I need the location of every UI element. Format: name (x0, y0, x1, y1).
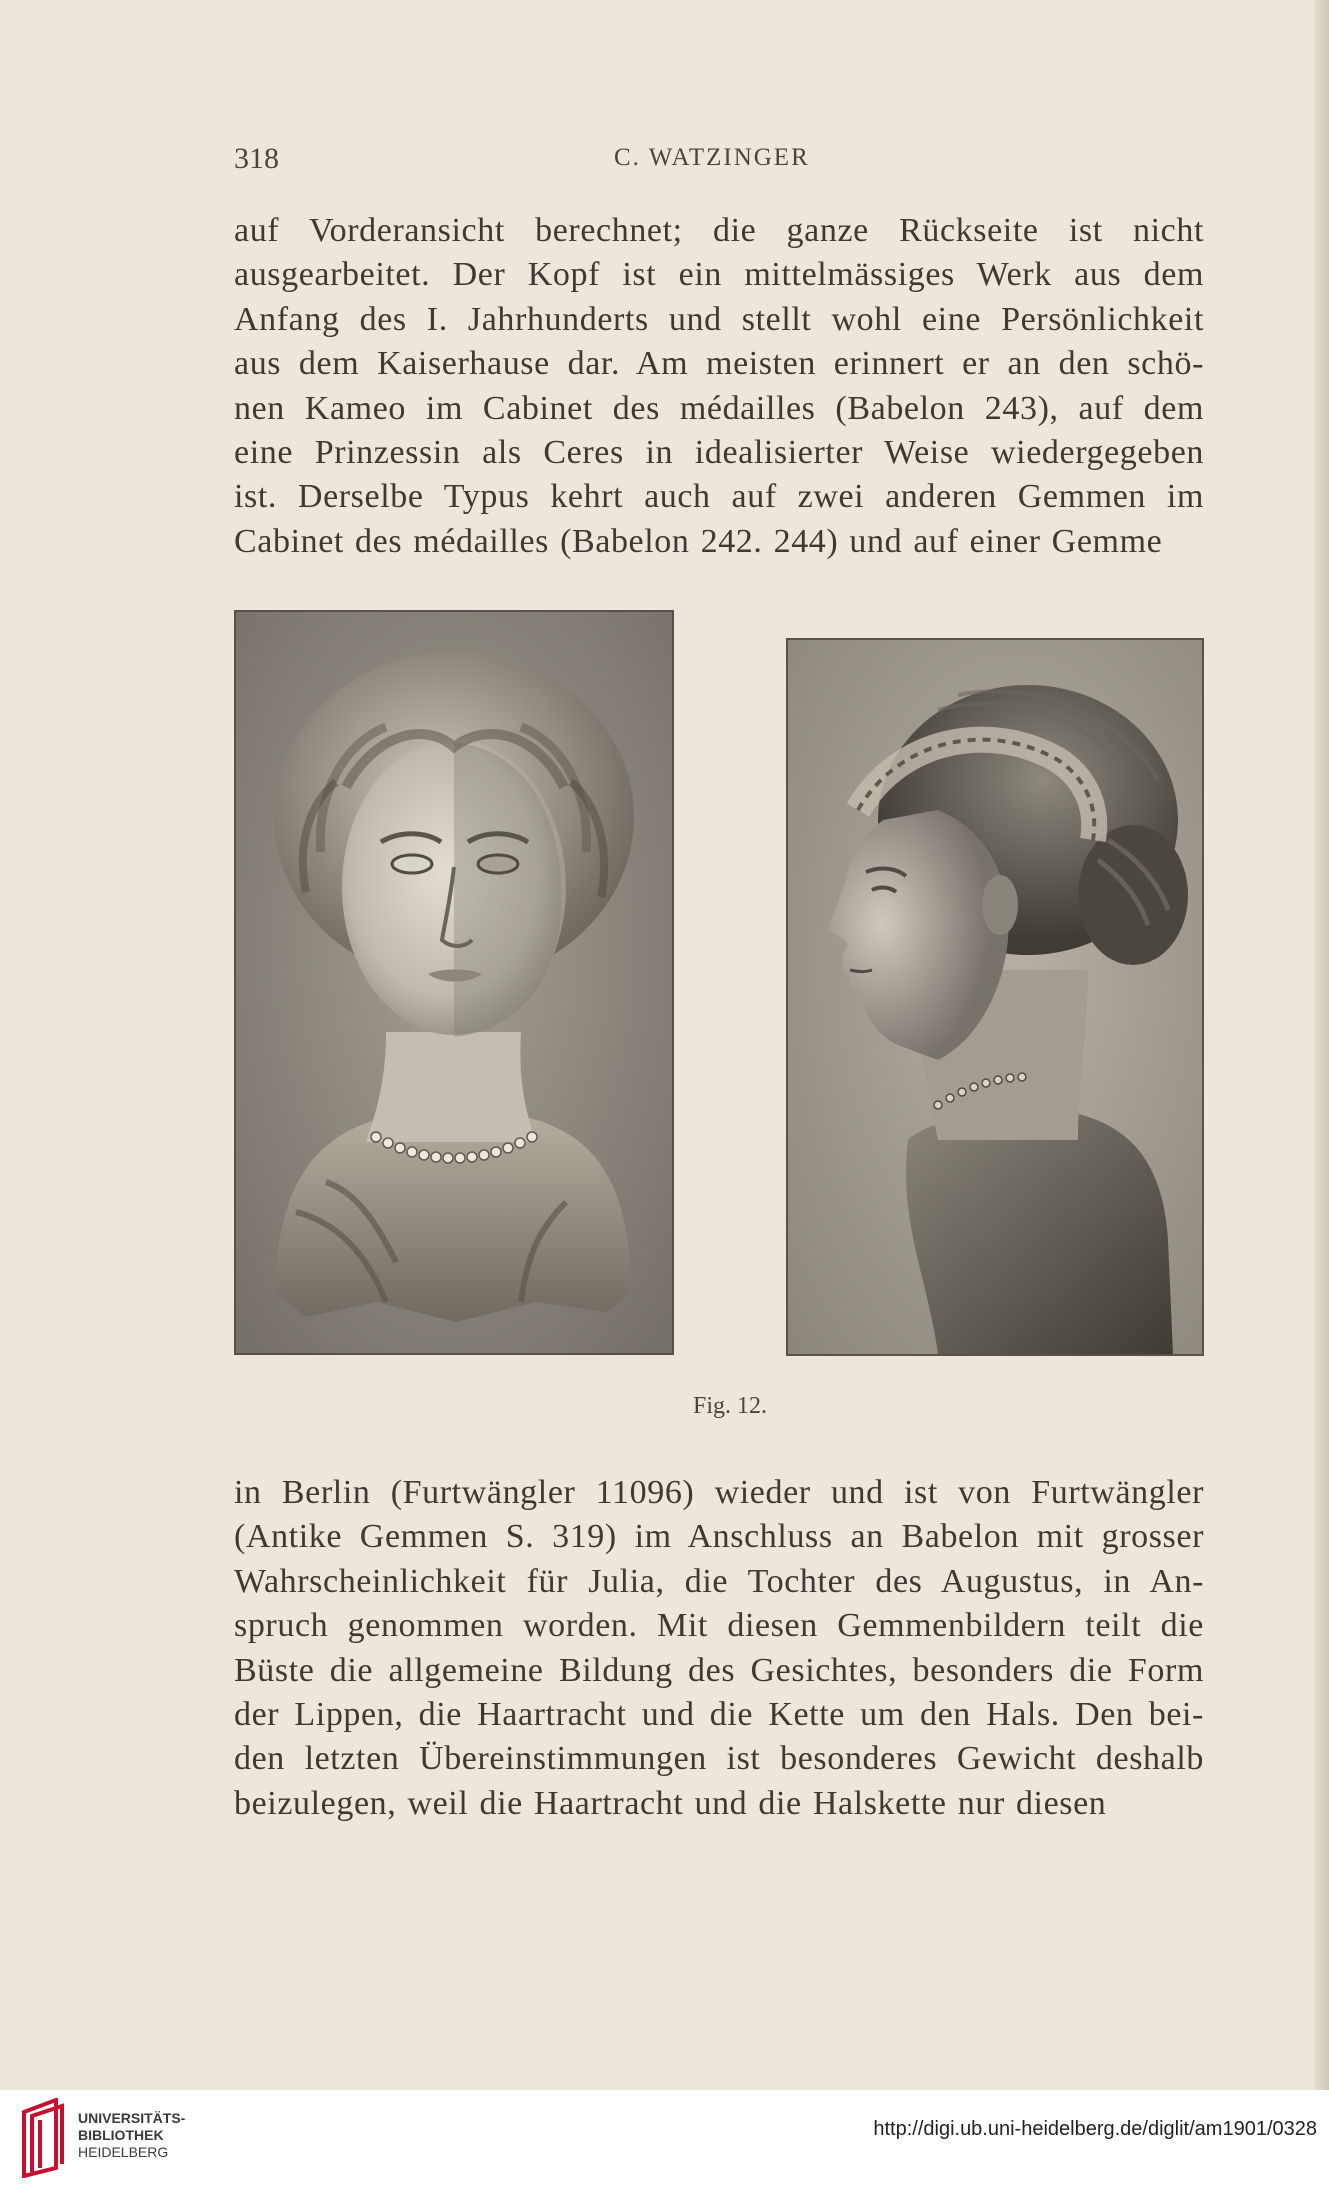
text-line: nen Kameo im Cabinet des médailles (Babelon 243), auf dem (234, 389, 1204, 427)
text-line: (Antike Gemmen S. 319) im Anschluss an Babelon mit grosser (234, 1518, 1204, 1556)
text-line: aus dem Kaiserhause dar. Am meisten erinnert er an den schö- (234, 345, 1204, 383)
text-line: in Berlin (Furtwängler 11096) wieder und ist von Furtwängler (234, 1474, 1204, 1511)
library-name-line2: BIBLIOTHEK (78, 2127, 164, 2143)
library-name (78, 2110, 185, 2161)
bust-photo-front (234, 610, 674, 1355)
text-line: der Lippen, die Haartracht und die Kette um den Hals. Den bei- (234, 1695, 1204, 1733)
text-line: den letzten Übereinstimmungen ist besonderes Gewicht deshalb (234, 1740, 1204, 1778)
text-line: auf Vorderansicht berechnet; die ganze Rückseite ist nicht (234, 212, 1204, 249)
text-line: Wahrscheinlichkeit für Julia, die Tochter des Augustus, in An- (234, 1562, 1204, 1600)
text-line: beizulegen, weil die Haartracht und die Halskette nur diesen (234, 1784, 1107, 1822)
text-line: Büste die allgemeine Bildung des Gesichtes, besonders die Form (234, 1651, 1204, 1689)
source-url-link[interactable]: http://digi.ub.uni-heidelberg.de/diglit/am1901/0328 (873, 2118, 1317, 2140)
library-name-line1: UNIVERSITÄTS- (78, 2110, 186, 2126)
page-header (234, 142, 1204, 182)
bust-photo-profile (786, 638, 1204, 1356)
library-logo-icon (16, 2098, 70, 2178)
text-line: ausgearbeitet. Der Kopf ist ein mittelmässiges Werk aus dem (234, 256, 1204, 294)
page-number: 318 (234, 142, 279, 175)
body-text-bottom (234, 1471, 1204, 1826)
text-line: eine Prinzessin als Ceres in idealisierter Weise wiedergegeben (234, 433, 1204, 471)
running-title: C. WATZINGER (614, 144, 810, 171)
text-line: Cabinet des médailles (Babelon 242. 244) und auf einer Gemme (234, 522, 1163, 560)
figure-caption: Fig. 12. (692, 1393, 767, 1419)
text-line: spruch genommen worden. Mit diesen Gemmenbildern teilt die (234, 1607, 1204, 1645)
library-city: HEIDELBERG (78, 2144, 169, 2160)
text-line: Anfang des I. Jahrhunderts und stellt wohl eine Persönlichkeit (234, 300, 1204, 338)
body-text-top (234, 209, 1204, 564)
text-line: ist. Derselbe Typus kehrt auch auf zwei anderen Gemmen im (234, 478, 1204, 516)
